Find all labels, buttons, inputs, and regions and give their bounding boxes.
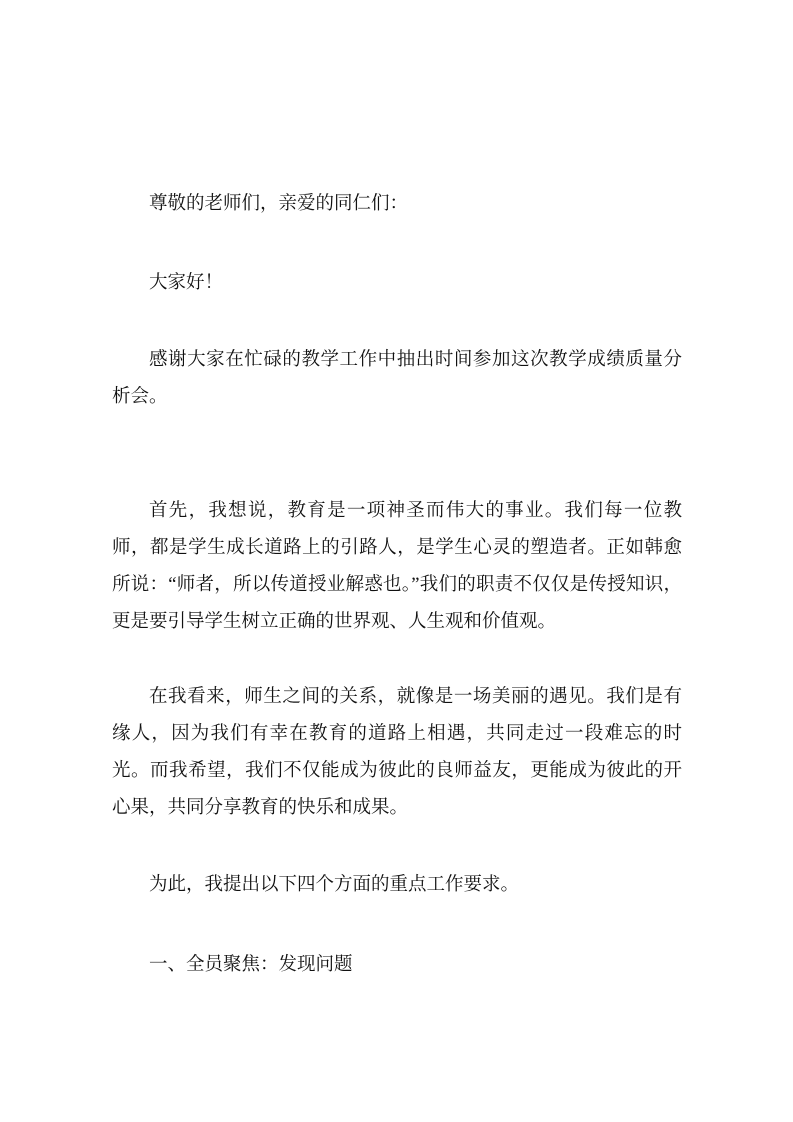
greeting: 大家好！	[149, 273, 224, 293]
salutation: 尊敬的老师们，亲爱的同仁们：	[149, 194, 409, 214]
paragraph-requirements: 为此，我提出以下四个方面的重点工作要求。	[149, 875, 520, 895]
paragraph-relationship: 在我看来，师生之间的关系，就像是一场美丽的遇见。我们是有缘人，因为我们有幸在教育的道路上相遇，共同走过一段难忘的时光。而我希望，我们不仅能成为彼此的良师益友，更能成为彼此的开心果，共同分享教育的快乐和成果。	[112, 687, 682, 818]
section-heading-1: 一、全员聚焦：发现问题	[149, 955, 353, 975]
paragraph-education: 首先，我想说，教育是一项神圣而伟大的事业。我们每一位教师，都是学生成长道路上的引路人，是学生心灵的塑造者。正如韩愈所说：“师者，所以传道授业解惑也。”我们的职责不仅仅是传授知识，更是要引导学生树立正确的世界观、人生观和价值观。	[112, 501, 682, 632]
paragraph-thanks: 感谢大家在忙碌的教学工作中抽出时间参加这次教学成绩质量分析会。	[112, 350, 682, 407]
